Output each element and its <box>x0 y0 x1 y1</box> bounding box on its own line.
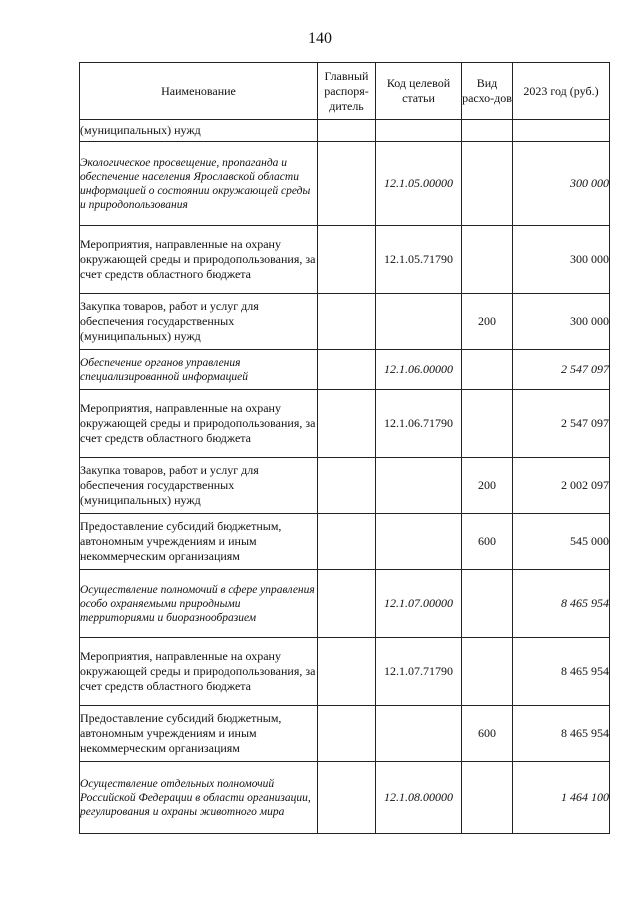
row-sum: 2 002 097 <box>513 458 610 514</box>
row-name: Закупка товаров, работ и услуг для обеспечения государственных (муниципальных) нужд <box>80 294 318 350</box>
row-code: 12.1.05.71790 <box>376 226 462 294</box>
page-number: 140 <box>308 30 332 47</box>
row-name: Мероприятия, направленные на охрану окружающей среды и природопользования, за счет средств областного бюджета <box>80 390 318 458</box>
row-vid <box>462 570 513 638</box>
row-name: (муниципальных) нужд <box>80 120 318 142</box>
row-vid: 200 <box>462 294 513 350</box>
table-row <box>80 390 610 458</box>
row-name: Экологическое просвещение, пропаганда и обеспечение населения Ярославской области информацией о состоянии окружающей среды и природопользования <box>80 142 318 226</box>
row-name: Осуществление полномочий в сфере управления особо охраняемыми природными территориями и биоразнообразием <box>80 570 318 638</box>
row-manager <box>318 514 376 570</box>
row-vid <box>462 142 513 226</box>
row-sum <box>513 120 610 142</box>
row-name: Предоставление субсидий бюджетным, автономным учреждениям и иным некоммерческим организациям <box>80 514 318 570</box>
row-sum: 8 465 954 <box>513 706 610 762</box>
row-name: Закупка товаров, работ и услуг для обеспечения государственных (муниципальных) нужд <box>80 458 318 514</box>
row-manager <box>318 294 376 350</box>
row-sum: 300 000 <box>513 226 610 294</box>
row-vid <box>462 390 513 458</box>
row-manager <box>318 226 376 294</box>
row-vid <box>462 350 513 390</box>
row-vid: 600 <box>462 514 513 570</box>
row-name: Мероприятия, направленные на охрану окружающей среды и природопользования, за счет средств областного бюджета <box>80 638 318 706</box>
row-code <box>376 706 462 762</box>
row-sum: 300 000 <box>513 294 610 350</box>
row-code: 12.1.07.00000 <box>376 570 462 638</box>
table-row <box>80 226 610 294</box>
row-code: 12.1.07.71790 <box>376 638 462 706</box>
header-manager: Главный распоря-дитель <box>318 63 376 120</box>
row-manager <box>318 570 376 638</box>
table-header-row <box>80 63 610 120</box>
row-sum: 2 547 097 <box>513 350 610 390</box>
row-code <box>376 514 462 570</box>
row-vid <box>462 226 513 294</box>
row-vid: 600 <box>462 706 513 762</box>
table-row <box>80 142 610 226</box>
row-manager <box>318 390 376 458</box>
row-name: Обеспечение органов управления специализированной информацией <box>80 350 318 390</box>
row-sum: 8 465 954 <box>513 570 610 638</box>
row-sum: 8 465 954 <box>513 638 610 706</box>
row-code <box>376 120 462 142</box>
row-vid <box>462 762 513 834</box>
row-code: 12.1.06.71790 <box>376 390 462 458</box>
row-sum: 300 000 <box>513 142 610 226</box>
row-manager <box>318 142 376 226</box>
table-row <box>80 638 610 706</box>
table-row <box>80 514 610 570</box>
row-code: 12.1.06.00000 <box>376 350 462 390</box>
header-code: Код целевой статьи <box>376 63 462 120</box>
row-code: 12.1.05.00000 <box>376 142 462 226</box>
table-row <box>80 570 610 638</box>
row-sum: 1 464 100 <box>513 762 610 834</box>
row-code <box>376 458 462 514</box>
row-manager <box>318 350 376 390</box>
table-row <box>80 120 610 142</box>
row-code: 12.1.08.00000 <box>376 762 462 834</box>
row-code <box>376 294 462 350</box>
table-row <box>80 294 610 350</box>
row-manager <box>318 120 376 142</box>
header-name: Наименование <box>80 63 318 120</box>
header-sum: 2023 год (руб.) <box>513 63 610 120</box>
table-row <box>80 762 610 834</box>
row-vid: 200 <box>462 458 513 514</box>
row-manager <box>318 458 376 514</box>
row-vid <box>462 120 513 142</box>
table-row <box>80 458 610 514</box>
header-vid: Вид расхо-дов <box>462 63 513 120</box>
row-manager <box>318 638 376 706</box>
row-name: Осуществление отдельных полномочий Российской Федерации в области организации, регулирования и охраны животного мира <box>80 762 318 834</box>
row-name: Предоставление субсидий бюджетным, автономным учреждениям и иным некоммерческим организациям <box>80 706 318 762</box>
row-manager <box>318 706 376 762</box>
budget-table <box>79 62 610 834</box>
row-name: Мероприятия, направленные на охрану окружающей среды и природопользования, за счет средств областного бюджета <box>80 226 318 294</box>
row-sum: 545 000 <box>513 514 610 570</box>
row-sum: 2 547 097 <box>513 390 610 458</box>
table-row <box>80 350 610 390</box>
row-vid <box>462 638 513 706</box>
row-manager <box>318 762 376 834</box>
table-row <box>80 706 610 762</box>
